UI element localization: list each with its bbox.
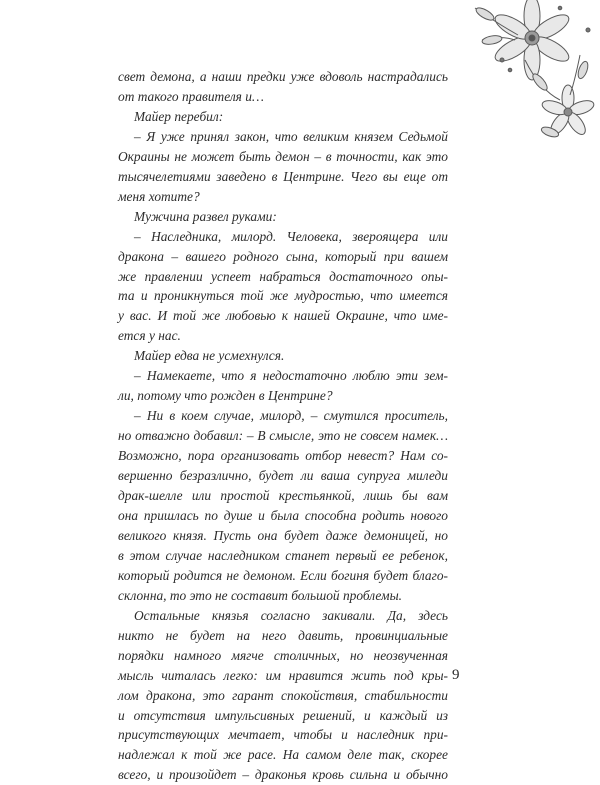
text-line: склонна, то это не составит большой проблемы. <box>118 587 402 603</box>
paragraph <box>118 606 448 785</box>
text-line: ли, потому что рожден в Центрине? <box>118 388 333 404</box>
paragraph <box>118 227 448 347</box>
text-line: порядки намного мягче столичных, но неозвученная <box>118 647 448 663</box>
paragraph <box>118 107 448 127</box>
text-line: Окраины не может быть демон – в точности, как это <box>118 148 448 164</box>
body-text <box>118 67 448 785</box>
text-line: и отсутствия импульсивных решений, и каждый из <box>118 707 448 723</box>
text-line: у вас. И той же любовью к нашей Окраине, что име- <box>118 308 448 324</box>
text-line: присутствующих мечтает, чтобы и наследник при- <box>118 727 448 743</box>
text-line: тысячелетиями заведено в Центрине. Чего вы еще от <box>118 168 448 184</box>
text-line: надлежал к той же расе. На самом деле так, скорее <box>118 747 448 763</box>
flower-large-icon <box>492 0 573 80</box>
text-line: Майер перебил: <box>134 108 224 124</box>
text-line: – Наследника, милорд. Человека, звероящера или <box>134 228 448 244</box>
text-line: – Я уже принял закон, что великим князем Седьмой <box>134 128 448 144</box>
text-line: та и проникнуться той же мудростью, что имеется <box>118 288 448 304</box>
text-line: от такого правителя и… <box>118 88 264 104</box>
text-line: великого князя. Пусть она будет даже демоницей, но <box>118 527 448 543</box>
text-line: Остальные князья согласно закивали. Да, здесь <box>134 607 448 623</box>
text-line: свет демона, а наши предки уже вдоволь настрадались <box>118 69 448 84</box>
text-line: но отважно добавил: – В смысле, это не совсем намек… <box>118 428 448 444</box>
text-line: она пришлась по душе и была способна родить нового <box>118 507 448 523</box>
paragraph <box>118 346 448 366</box>
text-line: – Намекаете, что я недостаточно люблю эти зем- <box>134 368 448 384</box>
text-line: – Ни в коем случае, милорд, – смутился проситель, <box>134 408 448 424</box>
text-line: лом дракона, это гарант спокойствия, стабильности <box>118 687 448 703</box>
text-line: Мужчина развел руками: <box>134 208 277 224</box>
paragraph <box>118 67 448 107</box>
page-number: 9 <box>452 667 460 683</box>
text-line: драк-шелле или простой крестьянкой, лишь бы вам <box>118 488 448 504</box>
text-line: мысль читалась легко: им нравится жить под кры- <box>118 667 448 683</box>
text-line: Майер едва не усмехнулся. <box>134 348 285 364</box>
paragraph <box>118 207 448 227</box>
text-line: никто не будет на него давить, провинциальные <box>118 627 448 643</box>
text-line: вершенно безразлично, будет ли ваша супруга миледи <box>118 468 448 484</box>
paragraph <box>118 406 448 606</box>
text-line: всего, и произойдет – драконья кровь сильна и обычно <box>118 767 448 783</box>
text-line: который родится не демоном. Если богиня будет благо- <box>118 567 448 583</box>
text-line: Возможно, пора организовать отбор невест? Нам со- <box>118 448 448 464</box>
paragraph <box>118 366 448 406</box>
text-line: меня хотите? <box>118 188 200 204</box>
text-line: ется у нас. <box>118 328 181 344</box>
paragraph <box>118 127 448 207</box>
text-line: дракона – вашего родного сына, который при вашем <box>118 248 448 264</box>
text-line: в этом случае наследником станет первый ее ребенок, <box>118 547 448 563</box>
text-line: же правлении успеет набраться достаточного опы- <box>118 268 448 284</box>
